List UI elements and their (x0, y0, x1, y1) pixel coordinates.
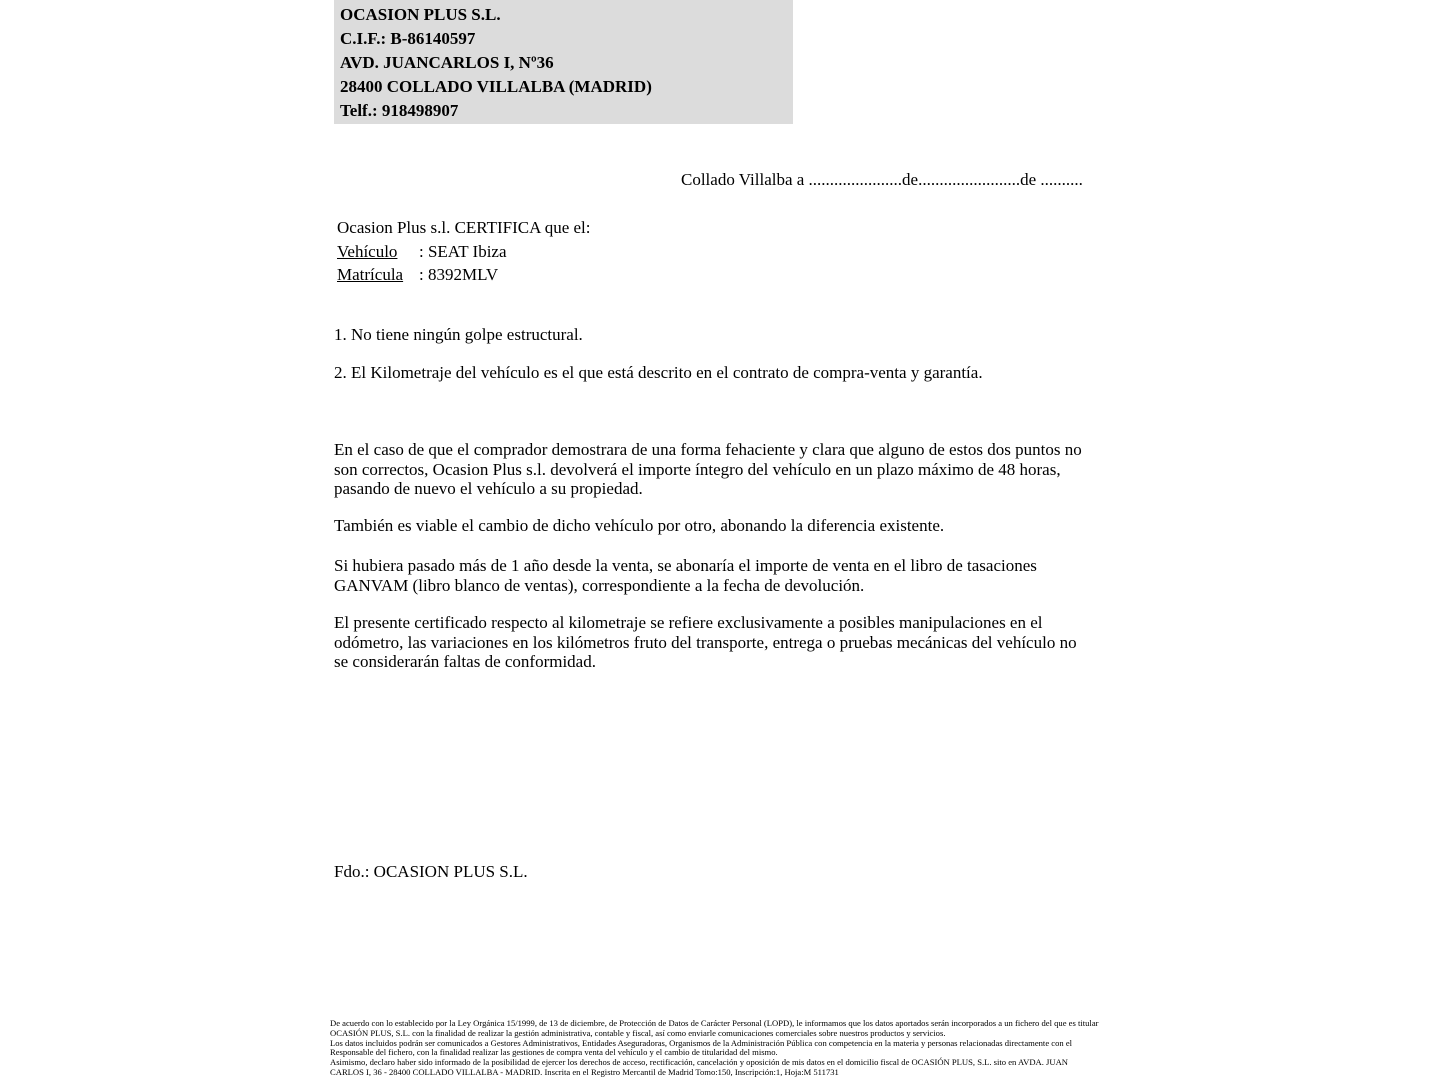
paragraph-ganvam-valuation: Si hubiera pasado más de 1 año desde la venta, se abonaría el importe de venta en el libro de tasaciones GANVAM (libro blanco de ventas), correspondiente a la fecha de devolución. (334, 556, 1037, 595)
certified-point-2: 2. El Kilometraje del vehículo es el que está descrito en el contrato de compra-venta y garantía. (334, 363, 983, 382)
plate-label: Matrícula (337, 265, 404, 284)
vehicle-row (337, 240, 591, 264)
legal-footer-line-4: Responsable del fichero, con la finalidad realizar las gestiones de compra venta del vehículo y el cambio de titularidad del mismo. (330, 1047, 778, 1058)
company-name: OCASION PLUS S.L. (340, 5, 501, 24)
legal-footer-line-1: De acuerdo con lo establecido por la Ley Orgánica 15/1999, de 13 de diciembre, de Protección de Datos de Carácter Personal (LOPD), le informamos que los datos aportados serán incorporados a un fichero del que es titular (330, 1018, 1099, 1028)
legal-footer-line-2: OCASIÓN PLUS, S.L. con la finalidad de realizar la gestión administrativa, contable y fiscal, así como enviarle comunicaciones comerciales sobre nuestros productos y servicios. (330, 1027, 946, 1038)
certified-point-1: 1. No tiene ningún golpe estructural. (334, 325, 583, 344)
company-city: 28400 COLLADO VILLALBA (MADRID) (340, 77, 652, 96)
legal-footer-line-6: CARLOS I, 36 - 28400 COLLADO VILLALBA - MADRID. Inscrita en el Registro Mercantil de Madrid Tomo:150, Inscripción:1, Hoja:M 511731 (330, 1066, 839, 1077)
legal-footer (330, 1019, 1099, 1078)
legal-footer-line-3: Los datos incluidos podrán ser comunicados a Gestores Administrativos, Entidades Aseguradoras, Organismos de la Administración Pública con competencia en la materia y personas relacionadas directamente con el (330, 1037, 1073, 1048)
legal-footer-line-5: Asimismo, declaro haber sido informado de la posibilidad de ejercer los derechos de acceso, rectificación, cancelación y oposición de mis datos en el domicilio fiscal de OCASIÓN PLUS, S.L. sito en AVDA. JUAN (330, 1057, 1069, 1068)
plate-label-wrap (337, 263, 419, 287)
company-header-box (334, 0, 793, 124)
paragraph-refund-terms: En el caso de que el comprador demostrara de una forma fehaciente y clara que alguno de estos dos puntos no son correctos, Ocasion Plus s.l. devolverá el importe íntegro del vehículo en un plazo máximo de 48 horas, pasando de nuevo el vehículo a su propiedad. (334, 440, 1082, 499)
plate-row (337, 263, 591, 287)
paragraph-odometer-disclaimer: El presente certificado respecto al kilometraje se refiere exclusivamente a posibles manipulaciones en el odómetro, las variaciones en los kilómetros fruto del transporte, entrega o pruebas mecánicas del vehículo no se considerarán faltas de conformidad. (334, 613, 1077, 672)
company-address: AVD. JUANCARLOS I, Nº36 (340, 53, 554, 72)
company-phone: Telf.: 918498907 (340, 101, 459, 120)
certification-intro: Ocasion Plus s.l. CERTIFICA que el: (337, 218, 591, 237)
date-line: Collado Villalba a ......................de........................de .......... (681, 170, 1083, 189)
company-cif: C.I.F.: B-86140597 (340, 29, 476, 48)
vehicle-label: Vehículo (337, 241, 398, 261)
paragraph-exchange-option: También es viable el cambio de dicho vehículo por otro, abonando la diferencia existente. (334, 516, 945, 535)
plate-value: : 8392MLV (419, 265, 499, 284)
certification-block (337, 216, 591, 287)
vehicle-label-wrap (337, 240, 419, 264)
signature-line: Fdo.: OCASION PLUS S.L. (334, 862, 528, 881)
vehicle-value: : SEAT Ibiza (419, 241, 507, 261)
